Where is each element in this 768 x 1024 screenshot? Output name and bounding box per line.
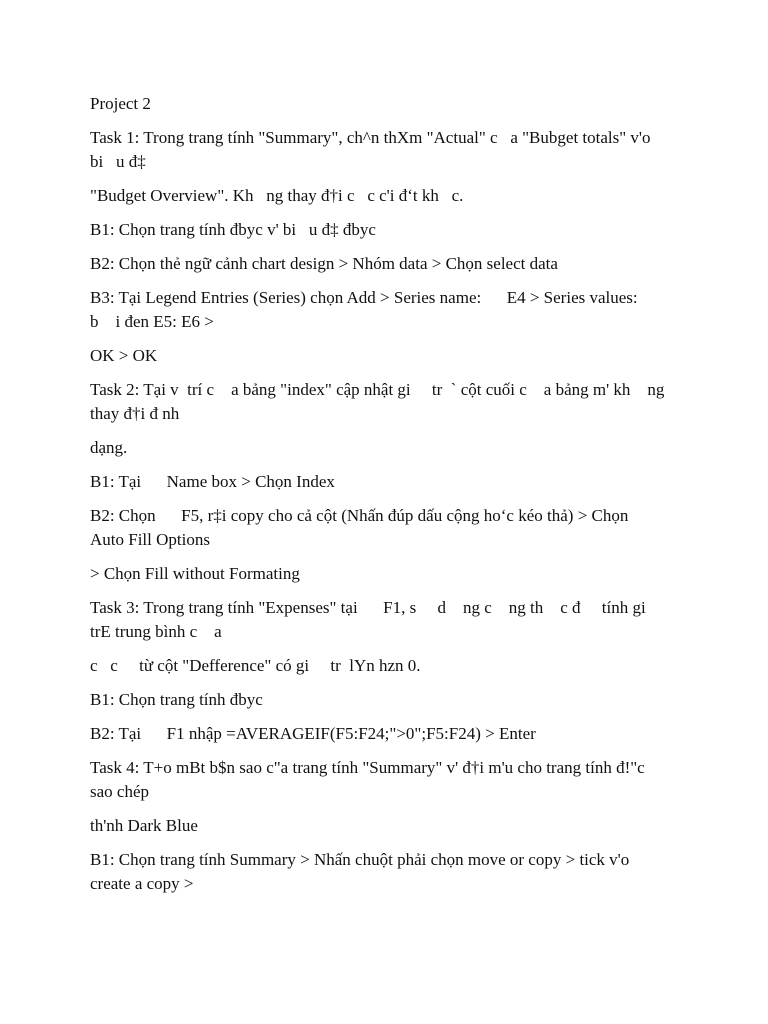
paragraph-task-1-step-3-cont: OK > OK bbox=[90, 346, 158, 365]
paragraph-task-3-step-2: B2: Tại F1 nhập =AVERAGEIF(F5:F24;">0";F5:F24) > Enter bbox=[90, 724, 536, 743]
document-body bbox=[90, 92, 680, 906]
paragraph-task-4-cont: th'nh Dark Blue bbox=[90, 816, 198, 835]
paragraph-task-2-cont: dạng. bbox=[90, 438, 128, 457]
paragraph-task-2-step-1: B1: Tại Name box > Chọn Index bbox=[90, 472, 335, 491]
paragraph-task-2-step-2-cont: > Chọn Fill without Formating bbox=[90, 564, 300, 583]
paragraph-task-1-step-2: B2: Chọn thẻ ngữ cảnh chart design > Nhóm data > Chọn select data bbox=[90, 254, 558, 273]
paragraph-task-1-step-1: B1: Chọn trang tính đbyc v' bi u đ‡ đbyc bbox=[90, 220, 376, 239]
paragraph-task-4-step-1: B1: Chọn trang tính Summary > Nhấn chuột phải chọn move or copy > tick v'o create a copy > bbox=[90, 850, 630, 893]
paragraph-task-4: Task 4: T+o mBt b$n sao c"a trang tính "Summary" v' đ†i m'u cho trang tính đ!"c sao chép bbox=[90, 758, 645, 801]
paragraph-task-3: Task 3: Trong trang tính "Expenses" tại F1, s d ng c ng th c đ tính gi trE trung bình c a bbox=[90, 598, 646, 641]
document-title: Project 2 bbox=[90, 94, 151, 113]
paragraph-task-3-step-1: B1: Chọn trang tính đbyc bbox=[90, 690, 263, 709]
paragraph-task-1-step-3: B3: Tại Legend Entries (Series) chọn Add > Series name: E4 > Series values: b i đen E5: E6 > bbox=[90, 288, 638, 331]
paragraph-task-2: Task 2: Tại v trí c a bảng "index" cập nhật gi tr ` cột cuối c a bảng m' kh ng thay đ†i đ nh bbox=[90, 380, 665, 423]
paragraph-task-2-step-2: B2: Chọn F5, r‡i copy cho cả cột (Nhấn đúp dấu cộng ho‘c kéo thả) > Chọn Auto Fill Options bbox=[90, 506, 629, 549]
paragraph-task-3-cont: c c từ cột "Defference" có gi tr lYn hzn 0. bbox=[90, 656, 421, 675]
paragraph-task-1: Task 1: Trong trang tính "Summary", ch^n thXm "Actual" c a "Bubget totals" v'o bi u đ‡ bbox=[90, 128, 651, 171]
paragraph-task-1-cont: "Budget Overview". Kh ng thay đ†i c c c'i đ‘t kh c. bbox=[90, 186, 464, 205]
